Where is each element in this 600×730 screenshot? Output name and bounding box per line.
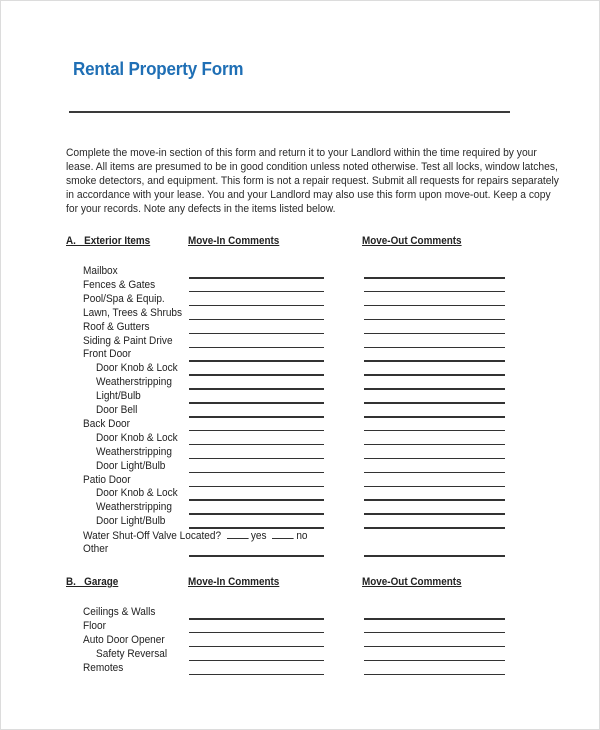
- move-out-comment-field[interactable]: [364, 416, 505, 418]
- water-valve-yes-label: yes: [250, 530, 267, 543]
- item-label: Patio Door: [83, 473, 131, 486]
- move-in-comment-field[interactable]: [189, 674, 324, 676]
- move-in-comment-field[interactable]: [189, 499, 324, 501]
- item-label: Front Door: [83, 348, 132, 361]
- item-label: Door Bell: [96, 404, 138, 416]
- move-out-comment-field[interactable]: [364, 472, 505, 474]
- item-label: Weatherstripping: [96, 501, 172, 514]
- move-out-comment-field[interactable]: [364, 674, 505, 676]
- move-in-comment-field[interactable]: [189, 360, 324, 362]
- move-out-comment-field[interactable]: [364, 646, 505, 648]
- item-label: Back Door: [83, 417, 131, 430]
- section-b-move-in-header: Move-In Comments: [188, 576, 280, 588]
- move-out-comment-field[interactable]: [364, 333, 505, 335]
- item-label: Fences & Gates: [83, 278, 156, 291]
- move-in-comment-field[interactable]: [189, 486, 324, 488]
- move-in-comment-field[interactable]: [189, 646, 324, 648]
- item-label: Safety Reversal: [96, 647, 168, 660]
- item-label: Door Light/Bulb: [96, 459, 166, 472]
- title-divider: [69, 111, 510, 113]
- move-in-comment-field[interactable]: [189, 319, 324, 321]
- move-out-comment-field[interactable]: [364, 430, 505, 432]
- move-in-comment-field[interactable]: [189, 416, 324, 418]
- item-label: Roof & Gutters: [83, 320, 150, 333]
- move-in-comment-field[interactable]: [189, 444, 324, 446]
- move-out-comment-field[interactable]: [364, 319, 505, 321]
- water-valve-no-label: no: [296, 530, 308, 543]
- move-out-comment-field[interactable]: [364, 632, 505, 634]
- intro-line: in accordance with your lease. You and your Landlord may also use this form upon move-out. Keep a copy: [66, 188, 551, 201]
- move-in-comment-field[interactable]: [189, 632, 324, 634]
- item-label: Door Knob & Lock: [96, 431, 178, 444]
- item-label: Ceilings & Walls: [83, 606, 156, 618]
- item-label: Light/Bulb: [96, 390, 141, 403]
- move-out-comment-field[interactable]: [364, 291, 505, 293]
- move-in-comment-field[interactable]: [189, 618, 324, 620]
- water-valve-question: [83, 529, 308, 542]
- move-out-comment-field[interactable]: [364, 486, 505, 488]
- intro-line: smoke detectors, and equipment. This form is not a repair request. Submit all requests for repairs separately: [66, 174, 559, 187]
- item-label: Mailbox: [83, 265, 118, 277]
- other-move-in-field[interactable]: [189, 555, 324, 557]
- move-out-comment-field[interactable]: [364, 402, 505, 404]
- move-out-comment-field[interactable]: [364, 527, 505, 529]
- item-label: Siding & Paint Drive: [83, 334, 173, 347]
- section-a-move-out-header: Move-Out Comments: [362, 235, 462, 247]
- move-out-comment-field[interactable]: [364, 513, 505, 515]
- move-in-comment-field[interactable]: [189, 513, 324, 515]
- other-item-label: Other: [83, 543, 109, 555]
- item-label: Door Knob & Lock: [96, 362, 178, 375]
- item-label: Weatherstripping: [96, 376, 172, 389]
- move-in-comment-field[interactable]: [189, 347, 324, 349]
- item-label: Weatherstripping: [96, 445, 172, 458]
- move-out-comment-field[interactable]: [364, 444, 505, 446]
- move-in-comment-field[interactable]: [189, 402, 324, 404]
- move-out-comment-field[interactable]: [364, 277, 505, 279]
- item-label: Door Light/Bulb: [96, 515, 166, 528]
- intro-line: for your records. Note any defects in the items listed below.: [66, 202, 336, 215]
- move-out-comment-field[interactable]: [364, 374, 505, 376]
- water-valve-no-blank[interactable]: [272, 529, 294, 539]
- intro-line: Complete the move-in section of this form and return it to your Landlord within the time required by your: [66, 147, 537, 159]
- move-in-comment-field[interactable]: [189, 660, 324, 662]
- intro-paragraph: [66, 147, 559, 217]
- move-in-comment-field[interactable]: [189, 472, 324, 474]
- move-out-comment-field[interactable]: [364, 499, 505, 501]
- item-label: Door Knob & Lock: [96, 487, 178, 500]
- move-in-comment-field[interactable]: [189, 291, 324, 293]
- move-out-comment-field[interactable]: [364, 347, 505, 349]
- move-in-comment-field[interactable]: [189, 388, 324, 390]
- section-b-heading: B. Garage: [66, 576, 119, 588]
- move-in-comment-field[interactable]: [189, 430, 324, 432]
- section-a-heading: A. Exterior Items: [66, 235, 151, 247]
- water-valve-yes-blank[interactable]: [227, 529, 249, 539]
- item-label: Floor: [83, 619, 106, 632]
- item-label: Pool/Spa & Equip.: [83, 292, 165, 305]
- move-out-comment-field[interactable]: [364, 618, 505, 620]
- move-in-comment-field[interactable]: [189, 305, 324, 307]
- move-out-comment-field[interactable]: [364, 360, 505, 362]
- move-in-comment-field[interactable]: [189, 458, 324, 460]
- section-a-move-in-header: Move-In Comments: [188, 235, 280, 247]
- move-in-comment-field[interactable]: [189, 277, 324, 279]
- form-title: Rental Property Form: [73, 58, 244, 79]
- item-label: Lawn, Trees & Shrubs: [83, 306, 183, 319]
- move-out-comment-field[interactable]: [364, 458, 505, 460]
- section-b-move-out-header: Move-Out Comments: [362, 576, 462, 588]
- move-in-comment-field[interactable]: [189, 333, 324, 335]
- intro-line: lease. All items are presumed to be in good condition unless noted otherwise. Test all locks, window latches,: [66, 160, 558, 173]
- move-in-comment-field[interactable]: [189, 374, 324, 376]
- item-label: Remotes: [83, 661, 124, 674]
- move-out-comment-field[interactable]: [364, 660, 505, 662]
- move-out-comment-field[interactable]: [364, 388, 505, 390]
- other-move-out-field[interactable]: [364, 555, 505, 557]
- item-label: Auto Door Opener: [83, 633, 165, 646]
- move-out-comment-field[interactable]: [364, 305, 505, 307]
- water-valve-label: Water Shut-Off Valve Located?: [83, 530, 222, 543]
